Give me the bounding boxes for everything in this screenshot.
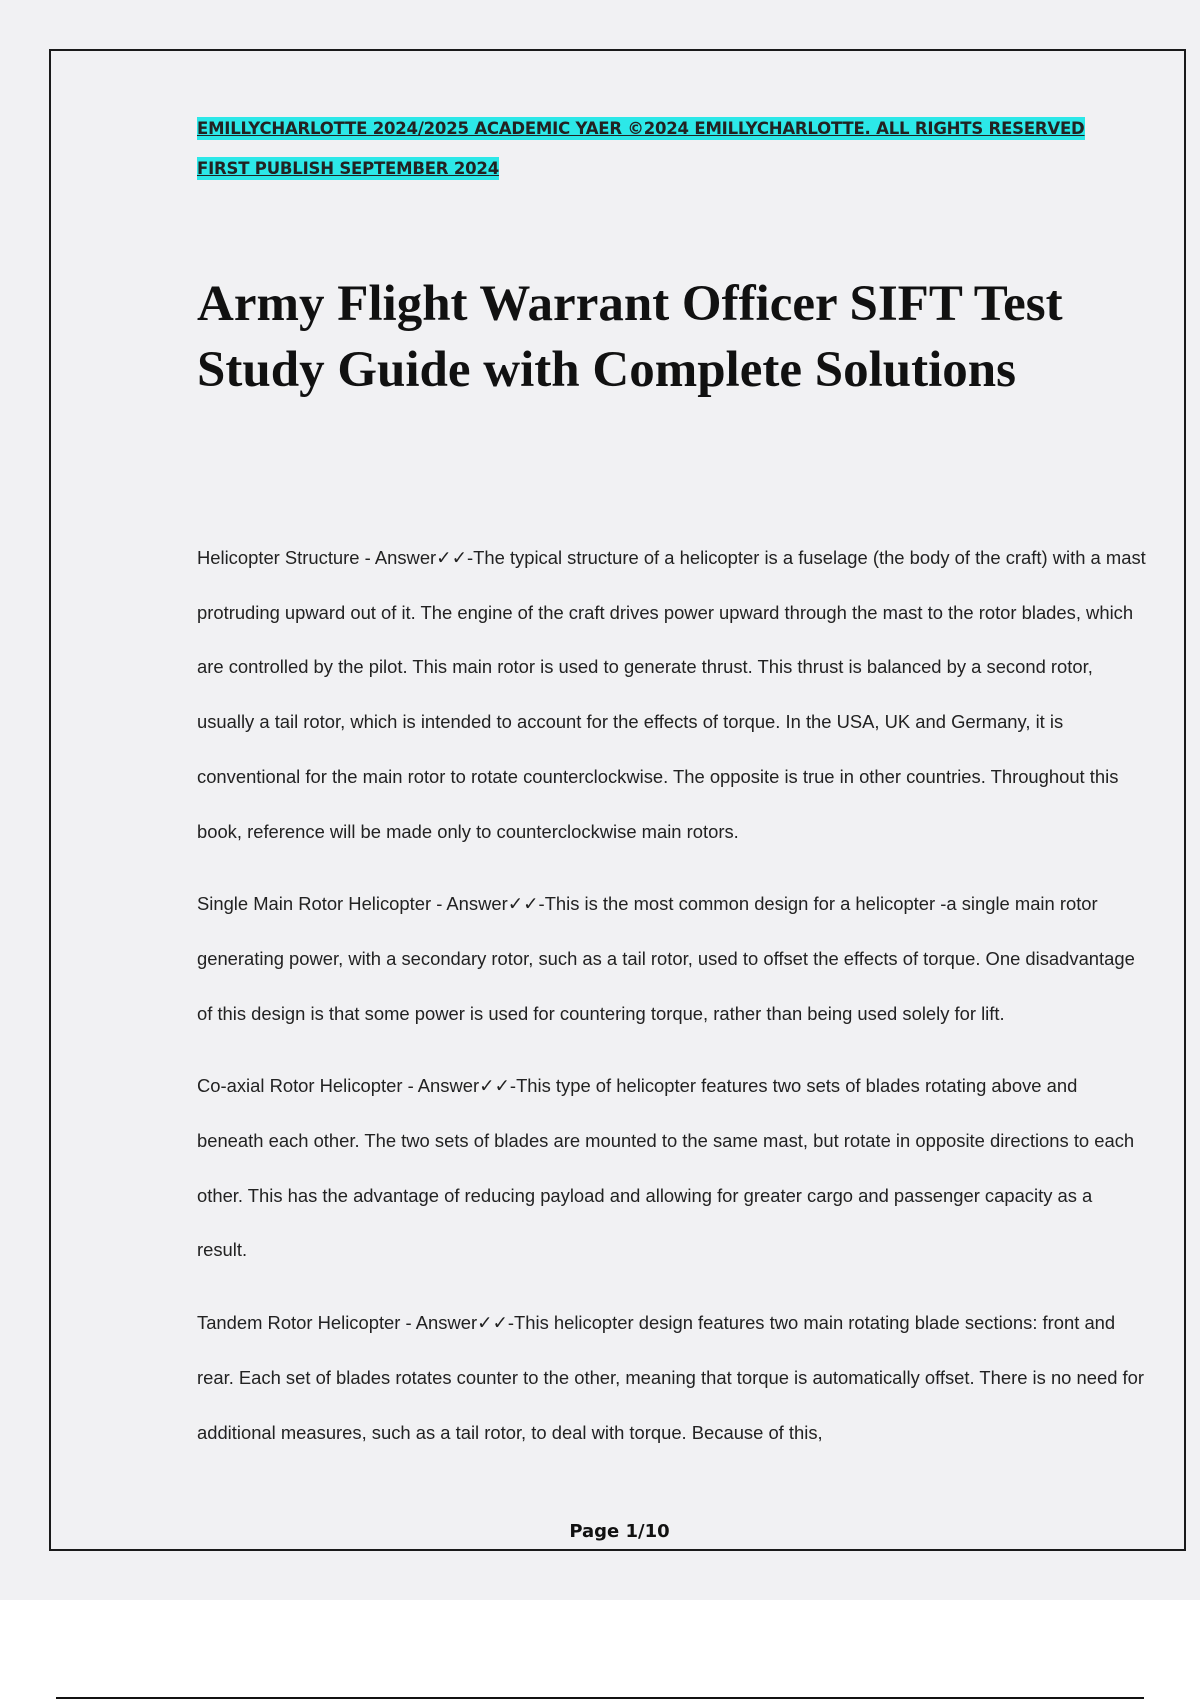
title-line-1: Army Flight Warrant Officer SIFT Test: [197, 276, 1063, 332]
page-border: [49, 49, 1186, 1551]
document-body: [197, 531, 1147, 1478]
answer-marker: - Answer✓✓-: [431, 893, 545, 915]
entry-text: This is the most common design for a helicopter -a single main rotor generating power, with a secondary rotor, such as a tail rotor, used to offset the effects of torque. One disadvantage of this design is that some power is used for countering torque, rather than being used solely for lift.: [197, 893, 1135, 1024]
document-title: [197, 271, 1147, 403]
entry-paragraph: [197, 1296, 1147, 1460]
title-line-2: Study Guide with Complete Solutions: [197, 342, 1016, 398]
entry-term: Helicopter Structure: [197, 547, 360, 568]
publish-date-notice: FIRST PUBLISH SEPTEMBER 2024: [197, 159, 499, 178]
copyright-notice: EMILLYCHARLOTTE 2024/2025 ACADEMIC YAER ©2024 EMILLYCHARLOTTE. ALL RIGHTS RESERVED: [197, 119, 1085, 138]
entry-paragraph: [197, 531, 1147, 859]
page-number: Page 1/10: [569, 1521, 670, 1542]
copyright-header-line-2: [197, 161, 1147, 201]
answer-marker: - Answer✓✓-: [402, 1075, 517, 1097]
answer-marker: - Answer✓✓-: [359, 547, 474, 568]
entry-text: The typical structure of a helicopter is a fuselage (the body of the craft) with a mast protruding upward out of it. The engine of the craft drives power upward through the mast to the rotor blades, which are controlled by the pilot. This main rotor is used to generate thrust. This thrust is balanced by a second rotor, usually a tail rotor, which is intended to account for the effects of torque. In the USA, UK and Germany, it is conventional for the main rotor to rotate counterclockwise. The opposite is true in other countries. Throughout this book, reference will be made only to counterclockwise main rotors.: [197, 547, 1146, 842]
entry-term: Single Main Rotor Helicopter: [197, 893, 432, 915]
entry-paragraph: [197, 877, 1147, 1041]
entry-text: This helicopter design features two main rotating blade sections: front and rear. Each set of blades rotates counter to the other, meaning that torque is automatically offset. There is no need for additional measures, such as a tail rotor, to deal with torque. Because of this,: [197, 1312, 1144, 1443]
entry-term: Tandem Rotor Helicopter: [197, 1312, 401, 1334]
entry-text: This type of helicopter features two sets of blades rotating above and beneath each other. The two sets of blades are mounted to the same mast, but rotate in opposite directions to each other. This has the advantage of reducing payload and allowing for greater cargo and passenger capacity as a result.: [197, 1075, 1135, 1261]
page-content: [197, 119, 1147, 1443]
answer-marker: - Answer✓✓-: [400, 1312, 515, 1334]
copyright-header-line-1: [197, 121, 1147, 161]
divider-line: [56, 1697, 1144, 1699]
entry-term: Co-axial Rotor Helicopter: [197, 1075, 403, 1097]
entry-paragraph: [197, 1059, 1147, 1278]
